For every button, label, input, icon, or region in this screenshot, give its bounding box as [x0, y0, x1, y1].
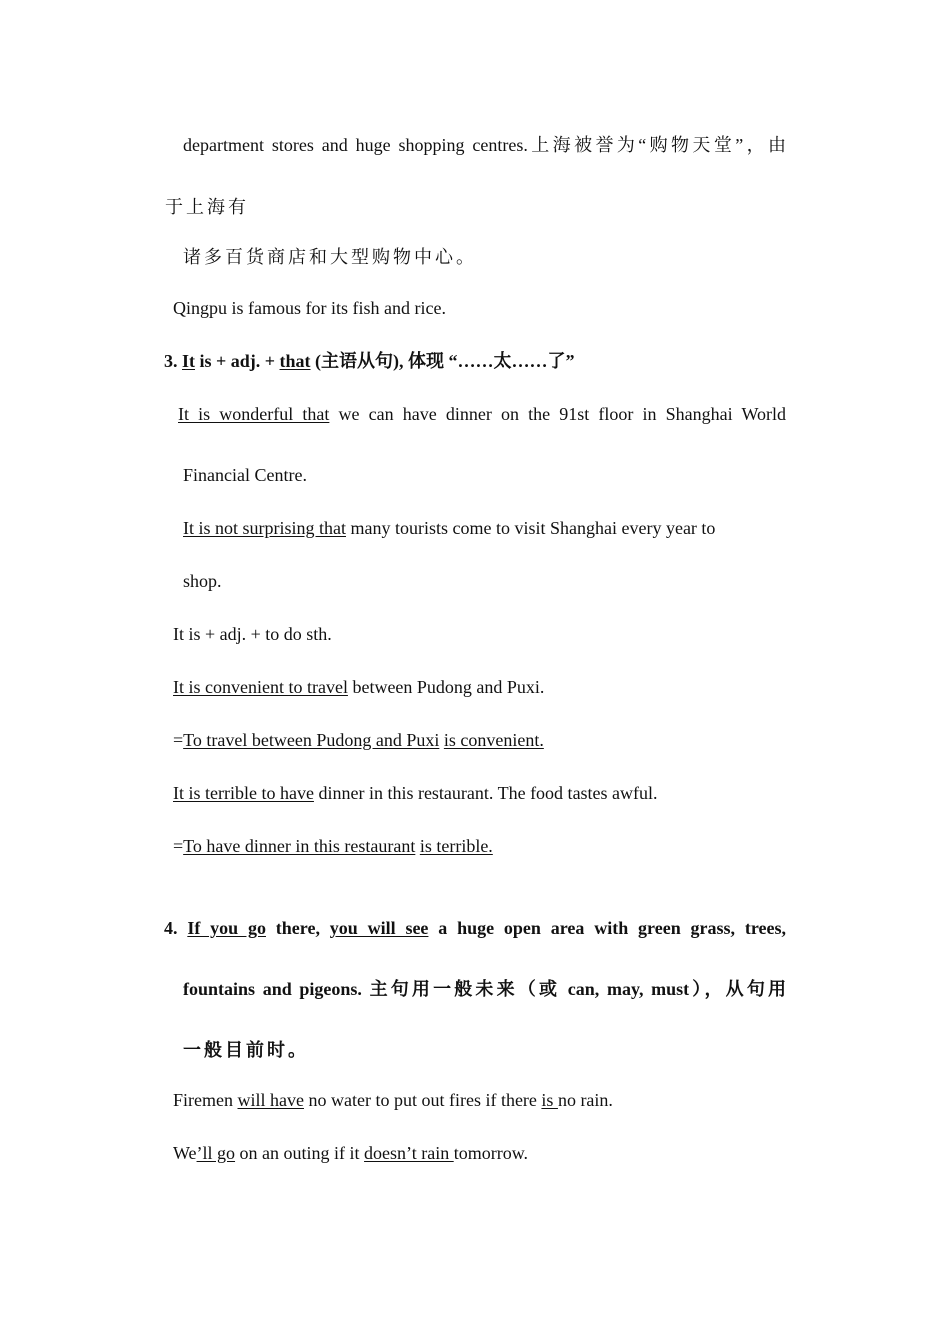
text-span: Financial Centre.	[183, 465, 307, 485]
section-heading-4-cont	[183, 1039, 309, 1061]
text-span: fountains and pigeons. 主句用一般未来（或 can, may, must），从句用	[183, 979, 786, 999]
underlined-text: It is convenient to travel	[173, 677, 348, 697]
section-heading-4-cont	[183, 978, 786, 1000]
text-line	[173, 1142, 528, 1164]
underlined-text: If you go	[187, 918, 266, 938]
text-span: no water to put out fires if there	[303, 1090, 542, 1110]
text-line	[183, 464, 307, 486]
text-span: =	[173, 730, 184, 750]
text-span: It is + adj. + to do sth.	[173, 624, 332, 644]
underlined-text: ’ll go	[196, 1143, 236, 1163]
underlined-text: that	[279, 351, 311, 371]
underlined-text: It is not surprising that	[183, 518, 346, 538]
text-span: between Pudong and Puxi.	[347, 677, 545, 697]
underlined-text: It	[182, 351, 195, 371]
heading-number: 3.	[164, 351, 182, 371]
text-span: Firemen	[173, 1090, 238, 1110]
underlined-text: To travel between Pudong and Puxi	[183, 730, 440, 750]
underlined-text: To have dinner in this restaurant	[183, 836, 416, 856]
underlined-text: is	[541, 1090, 558, 1110]
text-span: 一般目前时。	[183, 1040, 309, 1060]
text-span: many tourists come to visit Shanghai every year to	[346, 518, 716, 538]
text-line	[165, 196, 249, 218]
text-span: 诸多百货商店和大型购物中心。	[183, 247, 477, 267]
text-line	[173, 782, 658, 804]
text-line	[173, 623, 332, 645]
underlined-text: is convenient.	[443, 730, 544, 750]
text-span: department stores and huge shopping centres.上海被誉为“购物天堂”，由	[183, 135, 786, 155]
text-line	[178, 403, 786, 425]
text-span: we can have dinner on the 91st floor in Shanghai World	[329, 404, 786, 424]
underlined-text: is terrible.	[419, 836, 493, 856]
text-line	[173, 835, 493, 857]
text-line	[173, 676, 544, 698]
text-span: 于上海有	[165, 197, 249, 217]
text-span: on an outing if it	[235, 1143, 365, 1163]
section-heading-4	[164, 917, 786, 939]
heading-number: 4.	[164, 918, 188, 938]
text-span: Qingpu is famous for its fish and rice.	[173, 298, 446, 318]
text-span: a huge open area with green grass, trees,	[428, 918, 786, 938]
text-span: =	[173, 836, 184, 856]
text-line	[183, 517, 715, 539]
underlined-text: It is wonderful that	[178, 404, 330, 424]
text-line	[173, 729, 544, 751]
text-line	[183, 134, 786, 156]
text-span: is + adj. +	[195, 351, 280, 371]
underlined-text: It is terrible to have	[173, 783, 314, 803]
text-span: shop.	[183, 571, 222, 591]
underlined-text: doesn’t rain	[364, 1143, 454, 1163]
text-line	[183, 570, 222, 592]
text-line	[173, 297, 446, 319]
underlined-text: you will see	[329, 918, 429, 938]
underlined-text: will have	[237, 1090, 304, 1110]
text-line	[173, 1089, 613, 1111]
section-heading-3	[164, 350, 575, 372]
text-span: there,	[265, 918, 330, 938]
text-span: We	[173, 1143, 197, 1163]
text-span: tomorrow.	[453, 1143, 529, 1163]
text-span: (主语从句), 体现 “……太……了”	[310, 351, 575, 371]
text-span: no rain.	[557, 1090, 613, 1110]
text-span: dinner in this restaurant. The food tastes awful.	[313, 783, 658, 803]
text-line	[183, 246, 477, 268]
